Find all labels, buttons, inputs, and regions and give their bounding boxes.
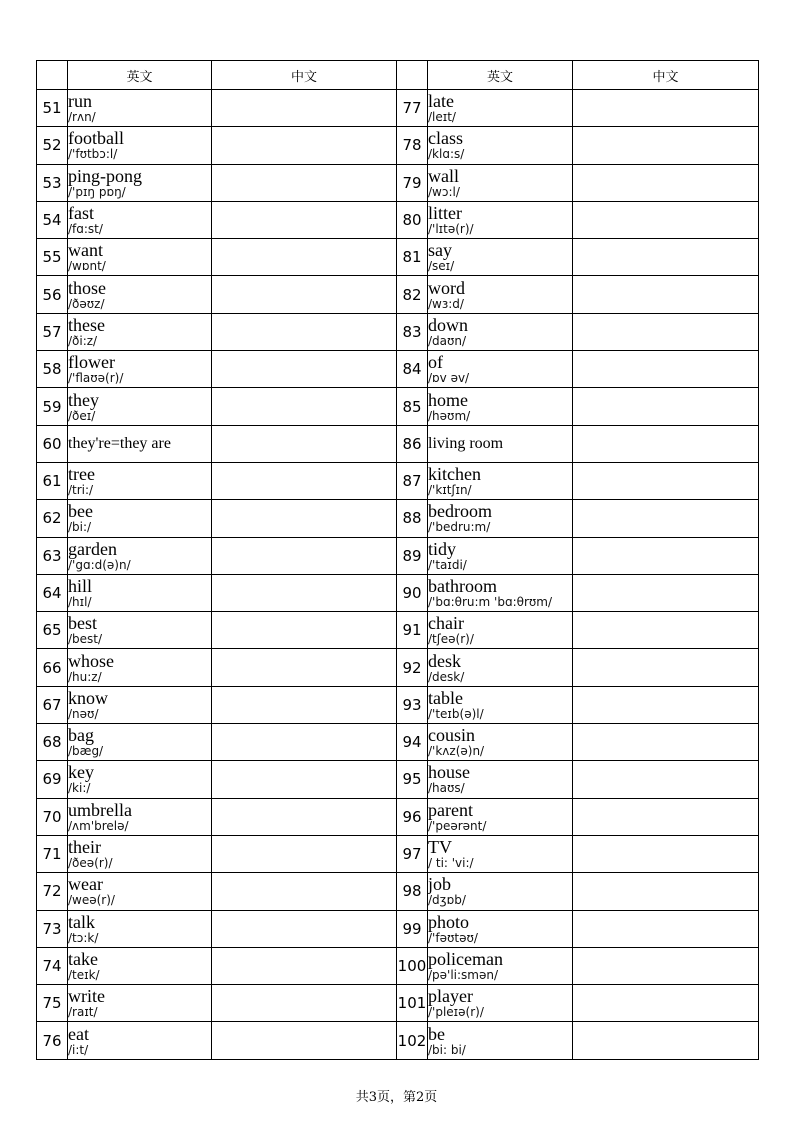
entry-chinese-blank: [573, 164, 759, 201]
entry-number: 78: [397, 127, 428, 164]
entry-chinese-blank: [212, 276, 397, 313]
entry-number: 102: [397, 1022, 428, 1059]
entry-number: 62: [37, 500, 68, 537]
english-word: house: [428, 762, 470, 783]
phonetic: /hu:z/: [68, 669, 102, 684]
english-word: hill: [68, 576, 93, 596]
entry-chinese-blank: [212, 388, 397, 425]
entry-english: [68, 612, 212, 649]
header-number-right: [397, 61, 428, 90]
entry-english: [428, 761, 573, 798]
entry-number: 58: [37, 351, 68, 388]
english-word: TV: [428, 837, 452, 858]
phonetic: /haʊs/: [428, 781, 465, 796]
phonetic: /wɔ:l/: [428, 184, 460, 199]
entry-english: [428, 500, 573, 537]
entry-number: 53: [37, 164, 68, 201]
table-row: [37, 537, 759, 574]
entry-english: [68, 313, 212, 350]
entry-english: [428, 425, 573, 462]
entry-english: [68, 761, 212, 798]
entry-number: 73: [37, 910, 68, 947]
entry-english: [68, 164, 212, 201]
entry-number: 81: [397, 239, 428, 276]
english-word: tree: [68, 464, 95, 485]
english-word: parent: [428, 799, 473, 820]
entry-chinese-blank: [573, 425, 759, 462]
entry-number: 61: [37, 462, 68, 499]
phonetic: /'kɪtʃɪn/: [428, 483, 472, 498]
entry-chinese-blank: [212, 425, 397, 462]
english-word: flower: [68, 352, 115, 373]
entry-chinese-blank: [573, 201, 759, 238]
english-word: kitchen: [428, 464, 481, 485]
english-word: want: [68, 240, 103, 261]
phonetic: /daʊn/: [428, 333, 467, 348]
entry-english: [68, 835, 212, 872]
english-word: whose: [68, 650, 114, 671]
english-word: football: [68, 128, 124, 149]
entry-chinese-blank: [573, 761, 759, 798]
entry-number: 74: [37, 947, 68, 984]
entry-number: 52: [37, 127, 68, 164]
entry-number: 87: [397, 462, 428, 499]
entry-english: [428, 910, 573, 947]
phonetic: /bi: bi/: [428, 1042, 466, 1057]
phonetic: /wɒnt/: [68, 259, 106, 274]
phonetic: /seɪ/: [428, 259, 455, 274]
entry-number: 90: [397, 574, 428, 611]
english-word: run: [68, 91, 92, 112]
entry-english: [68, 500, 212, 537]
english-word: job: [428, 874, 452, 895]
table-row: [37, 164, 759, 201]
entry-number: 83: [397, 313, 428, 350]
phonetic: /raɪt/: [68, 1005, 98, 1020]
entry-number: 88: [397, 500, 428, 537]
entry-chinese-blank: [573, 649, 759, 686]
table-row: [37, 798, 759, 835]
entry-number: 60: [37, 425, 68, 462]
english-word: take: [68, 948, 98, 969]
phonetic: /'teɪb(ə)l/: [428, 706, 484, 721]
entry-english: [68, 686, 212, 723]
english-word: photo: [428, 911, 470, 932]
entry-english: [68, 1022, 212, 1059]
english-word: bathroom: [428, 576, 497, 596]
phonetic: /i:t/: [68, 1042, 89, 1057]
table-row: [37, 985, 759, 1022]
entry-chinese-blank: [212, 500, 397, 537]
table-row: [37, 761, 759, 798]
phonetic: /ðeə(r)/: [68, 856, 113, 871]
entry-number: 85: [397, 388, 428, 425]
entry-english: [428, 612, 573, 649]
table-row: [37, 724, 759, 761]
table-row: [37, 351, 759, 388]
english-word: bee: [68, 501, 93, 522]
entry-english: [68, 985, 212, 1022]
english-word: those: [68, 277, 106, 298]
phonetic: /'gɑ:d(ə)n/: [68, 557, 131, 572]
entry-english: [428, 201, 573, 238]
english-word: home: [428, 389, 468, 410]
entry-chinese-blank: [573, 90, 759, 127]
phonetic: /ði:z/: [68, 333, 98, 348]
entry-number: 79: [397, 164, 428, 201]
entry-chinese-blank: [212, 351, 397, 388]
table-row: [37, 1022, 759, 1059]
phonetic: /'bedru:m/: [428, 520, 491, 535]
table-row: [37, 388, 759, 425]
entry-number: 51: [37, 90, 68, 127]
phonetic: /bæg/: [68, 744, 104, 759]
entry-chinese-blank: [212, 239, 397, 276]
entry-chinese-blank: [212, 761, 397, 798]
english-word: bedroom: [428, 501, 492, 522]
english-word: player: [428, 986, 473, 1007]
phonetic: /nəʊ/: [68, 706, 99, 721]
entry-chinese-blank: [573, 686, 759, 723]
english-word: class: [428, 128, 463, 149]
entry-english: [428, 686, 573, 723]
english-word: say: [428, 240, 452, 261]
header-number-left: [37, 61, 68, 90]
entry-chinese-blank: [573, 873, 759, 910]
entry-chinese-blank: [212, 686, 397, 723]
english-word: chair: [428, 613, 464, 634]
english-word: they're=they are: [68, 434, 171, 452]
entry-chinese-blank: [212, 910, 397, 947]
entry-chinese-blank: [573, 724, 759, 761]
english-word: living room: [428, 434, 504, 452]
entry-number: 84: [397, 351, 428, 388]
entry-english: [428, 574, 573, 611]
english-word: wall: [428, 165, 459, 186]
table-row: [37, 500, 759, 537]
entry-number: 67: [37, 686, 68, 723]
entry-number: 59: [37, 388, 68, 425]
table-row: [37, 425, 759, 462]
english-word: tidy: [428, 538, 457, 559]
table-row: [37, 873, 759, 910]
phonetic: /dʒɒb/: [428, 893, 466, 908]
entry-number: 56: [37, 276, 68, 313]
table-row: [37, 462, 759, 499]
entry-english: [68, 462, 212, 499]
entry-chinese-blank: [212, 537, 397, 574]
entry-chinese-blank: [212, 313, 397, 350]
english-word: fast: [68, 203, 94, 224]
english-word: table: [428, 687, 463, 708]
entry-chinese-blank: [573, 276, 759, 313]
phonetic: /həʊm/: [428, 408, 471, 423]
phonetic: / ti: 'vi:/: [428, 856, 474, 871]
english-word: umbrella: [68, 799, 132, 820]
entry-number: 75: [37, 985, 68, 1022]
phonetic: /'peərənt/: [428, 818, 487, 833]
entry-english: [428, 835, 573, 872]
entry-chinese-blank: [573, 127, 759, 164]
entry-english: [428, 239, 573, 276]
phonetic: /ðeɪ/: [68, 408, 96, 423]
entry-chinese-blank: [212, 649, 397, 686]
table-row: [37, 686, 759, 723]
phonetic: /leɪt/: [428, 110, 456, 125]
english-word: garden: [68, 538, 117, 559]
entry-chinese-blank: [212, 164, 397, 201]
entry-number: 54: [37, 201, 68, 238]
entry-number: 95: [397, 761, 428, 798]
phonetic: /'pɪŋ pɒŋ/: [68, 184, 126, 199]
entry-chinese-blank: [573, 798, 759, 835]
english-word: their: [68, 837, 101, 858]
phonetic: /ðəʊz/: [68, 296, 105, 311]
entry-chinese-blank: [212, 127, 397, 164]
english-word: word: [428, 277, 465, 298]
entry-english: [68, 425, 212, 462]
entry-chinese-blank: [573, 574, 759, 611]
english-word: ping-pong: [68, 165, 142, 186]
entry-number: 91: [397, 612, 428, 649]
entry-number: 96: [397, 798, 428, 835]
entry-english: [428, 947, 573, 984]
phonetic: /ki:/: [68, 781, 91, 796]
table-row: [37, 127, 759, 164]
entry-english: [68, 873, 212, 910]
entry-chinese-blank: [573, 462, 759, 499]
entry-chinese-blank: [212, 873, 397, 910]
table-row: [37, 239, 759, 276]
table-row: [37, 649, 759, 686]
entry-english: [68, 201, 212, 238]
entry-english: [428, 985, 573, 1022]
entry-english: [68, 90, 212, 127]
entry-chinese-blank: [573, 388, 759, 425]
entry-english: [68, 649, 212, 686]
phonetic: /'lɪtə(r)/: [428, 222, 474, 237]
entry-number: 80: [397, 201, 428, 238]
entry-chinese-blank: [573, 985, 759, 1022]
phonetic: /'fəʊtəʊ/: [428, 930, 478, 945]
header-english-left: 英文: [68, 61, 212, 90]
entry-chinese-blank: [212, 985, 397, 1022]
entry-english: [428, 164, 573, 201]
phonetic: /'taɪdi/: [428, 557, 467, 572]
phonetic: /'kʌz(ə)n/: [428, 744, 485, 759]
phonetic: /rʌn/: [68, 110, 96, 125]
entry-number: 55: [37, 239, 68, 276]
english-word: late: [428, 91, 454, 112]
entry-chinese-blank: [212, 612, 397, 649]
entry-chinese-blank: [212, 835, 397, 872]
english-word: best: [68, 613, 97, 634]
entry-english: [428, 649, 573, 686]
entry-english: [68, 724, 212, 761]
entry-chinese-blank: [573, 1022, 759, 1059]
entry-number: 94: [397, 724, 428, 761]
entry-chinese-blank: [573, 500, 759, 537]
entry-chinese-blank: [573, 239, 759, 276]
entry-english: [428, 90, 573, 127]
english-word: key: [68, 762, 94, 783]
page-footer: 共3页，第2页: [355, 1090, 438, 1105]
phonetic: /'pleɪə(r)/: [428, 1005, 484, 1020]
english-word: these: [68, 314, 105, 335]
entry-chinese-blank: [212, 1022, 397, 1059]
entry-chinese-blank: [573, 351, 759, 388]
entry-english: [68, 574, 212, 611]
english-word: policeman: [428, 948, 503, 969]
table-row: [37, 90, 759, 127]
entry-chinese-blank: [212, 462, 397, 499]
entry-chinese-blank: [212, 724, 397, 761]
english-word: eat: [68, 1023, 89, 1044]
phonetic: /wɜ:d/: [428, 296, 464, 311]
phonetic: /hɪl/: [68, 595, 92, 609]
vocabulary-table: [36, 60, 759, 1060]
entry-chinese-blank: [573, 313, 759, 350]
entry-number: 70: [37, 798, 68, 835]
entry-chinese-blank: [212, 90, 397, 127]
english-word: of: [428, 352, 443, 373]
entry-english: [428, 1022, 573, 1059]
english-word: bag: [68, 725, 94, 746]
entry-number: 68: [37, 724, 68, 761]
header-english-right: 英文: [428, 61, 573, 90]
english-word: be: [428, 1023, 445, 1044]
table-row: [37, 947, 759, 984]
english-word: litter: [428, 203, 462, 224]
entry-english: [428, 537, 573, 574]
phonetic: /ɒv əv/: [428, 371, 470, 386]
english-word: wear: [68, 874, 103, 895]
table-row: [37, 276, 759, 313]
entry-english: [68, 351, 212, 388]
entry-number: 99: [397, 910, 428, 947]
header-chinese-left: 中文: [212, 61, 397, 90]
english-word: cousin: [428, 725, 475, 746]
phonetic: /'flaʊə(r)/: [68, 371, 124, 386]
table-row: [37, 313, 759, 350]
phonetic: /fɑ:st/: [68, 222, 103, 237]
phonetic: /tri:/: [68, 483, 94, 498]
entry-chinese-blank: [212, 201, 397, 238]
entry-number: 69: [37, 761, 68, 798]
entry-number: 98: [397, 873, 428, 910]
phonetic: /pə'li:smən/: [428, 967, 499, 982]
english-word: they: [68, 389, 99, 410]
phonetic: /'fʊtbɔ:l/: [68, 147, 118, 162]
entry-chinese-blank: [212, 574, 397, 611]
header-chinese-right: 中文: [573, 61, 759, 90]
entry-number: 65: [37, 612, 68, 649]
phonetic: /klɑ:s/: [428, 147, 465, 162]
english-word: know: [68, 687, 108, 708]
entry-english: [68, 798, 212, 835]
entry-number: 66: [37, 649, 68, 686]
entry-number: 57: [37, 313, 68, 350]
entry-chinese-blank: [573, 537, 759, 574]
entry-english: [68, 910, 212, 947]
phonetic: /bi:/: [68, 520, 92, 535]
entry-english: [428, 873, 573, 910]
entry-english: [428, 724, 573, 761]
entry-number: 63: [37, 537, 68, 574]
entry-number: 77: [397, 90, 428, 127]
phonetic: /desk/: [428, 669, 465, 684]
entry-number: 100: [397, 947, 428, 984]
entry-english: [428, 798, 573, 835]
entry-number: 82: [397, 276, 428, 313]
table-row: [37, 201, 759, 238]
entry-english: [68, 239, 212, 276]
phonetic: /'bɑ:θru:m 'bɑ:θrʊm/: [428, 595, 553, 609]
entry-number: 76: [37, 1022, 68, 1059]
entry-chinese-blank: [573, 947, 759, 984]
header-row: [37, 61, 759, 90]
entry-english: [428, 462, 573, 499]
entry-chinese-blank: [573, 835, 759, 872]
phonetic: /best/: [68, 632, 103, 647]
english-word: write: [68, 986, 105, 1007]
phonetic: /weə(r)/: [68, 893, 115, 908]
entry-english: [68, 388, 212, 425]
table-row: [37, 612, 759, 649]
entry-number: 64: [37, 574, 68, 611]
table-row: [37, 574, 759, 611]
entry-chinese-blank: [573, 910, 759, 947]
entry-number: 86: [397, 425, 428, 462]
entry-chinese-blank: [573, 612, 759, 649]
entry-english: [68, 276, 212, 313]
entry-english: [428, 127, 573, 164]
entry-number: 93: [397, 686, 428, 723]
entry-english: [428, 388, 573, 425]
entry-english: [428, 351, 573, 388]
entry-english: [68, 537, 212, 574]
english-word: desk: [428, 650, 461, 671]
entry-number: 101: [397, 985, 428, 1022]
entry-english: [68, 947, 212, 984]
entry-number: 89: [397, 537, 428, 574]
entry-number: 72: [37, 873, 68, 910]
entry-chinese-blank: [212, 798, 397, 835]
english-word: down: [428, 314, 468, 335]
entry-number: 71: [37, 835, 68, 872]
phonetic: /teɪk/: [68, 967, 100, 982]
entry-chinese-blank: [212, 947, 397, 984]
entry-number: 92: [397, 649, 428, 686]
phonetic: /tʃeə(r)/: [428, 632, 474, 647]
entry-english: [68, 127, 212, 164]
entry-english: [428, 313, 573, 350]
phonetic: /tɔ:k/: [68, 930, 99, 945]
entry-english: [428, 276, 573, 313]
english-word: talk: [68, 911, 95, 932]
entry-number: 97: [397, 835, 428, 872]
phonetic: /ʌm'brelə/: [68, 818, 129, 833]
table-row: [37, 910, 759, 947]
table-row: [37, 835, 759, 872]
